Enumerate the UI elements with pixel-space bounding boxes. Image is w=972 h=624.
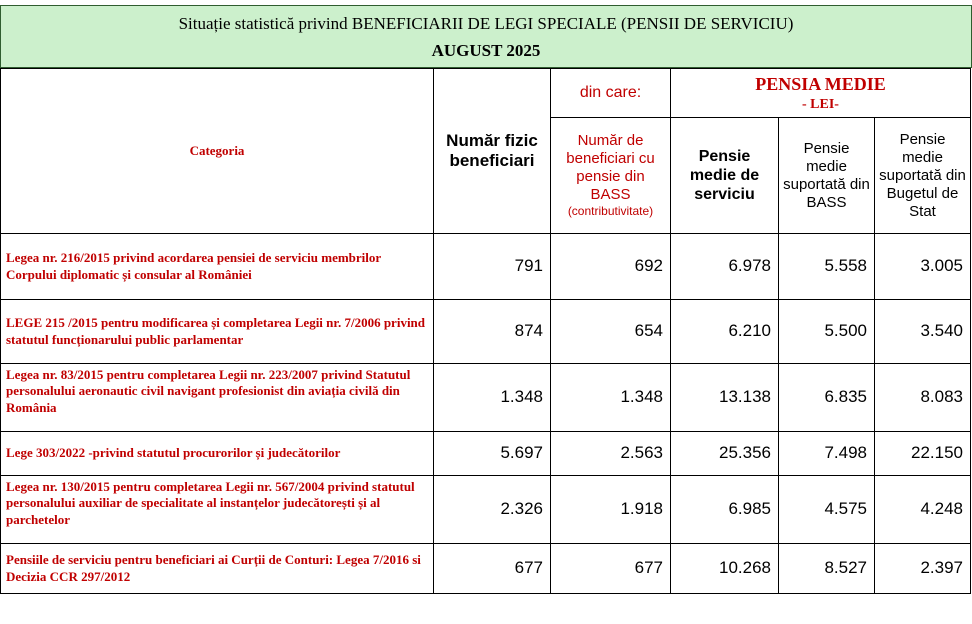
header-numar-bass-l1: Număr de	[577, 132, 644, 150]
row-pensie-bass: 5.500	[779, 300, 875, 364]
header-din-care: din care:	[551, 69, 671, 118]
row-numar-fizic: 1.348	[434, 364, 551, 432]
header-numar-bass-l5: (contributivitate)	[567, 204, 654, 219]
row-numar-fizic: 5.697	[434, 432, 551, 476]
table-row	[1, 544, 971, 594]
row-numar-fizic: 2.326	[434, 476, 551, 544]
table-header-row-top	[1, 69, 971, 118]
row-category: Lege 303/2022 -privind statutul procurorilor și judecătorilor	[1, 432, 434, 476]
table-row	[1, 300, 971, 364]
row-numar-bass: 2.563	[551, 432, 671, 476]
page-title: Situație statistică privind BENEFICIARII DE LEGI SPECIALE (PENSII DE SERVICIU)	[178, 14, 794, 33]
row-pensie-bass: 6.835	[779, 364, 875, 432]
row-category: Legea nr. 83/2015 pentru completarea Legii nr. 223/2007 privind Statutul personalului aeronautic civil navigant profesionist din aviația civilă din România	[1, 364, 434, 432]
document-title-band	[0, 6, 972, 68]
header-numar-bass-l4: BASS	[590, 186, 631, 204]
header-numar-bass-l2: beneficiari cu	[566, 150, 655, 168]
row-pensie-buget: 8.083	[875, 364, 971, 432]
row-pensie-serviciu: 6.210	[671, 300, 779, 364]
header-numar-bass	[551, 118, 671, 234]
row-pensie-bass: 8.527	[779, 544, 875, 594]
header-pensie-medie-serviciu: Pensie medie de serviciu	[671, 118, 779, 234]
row-category: LEGE 215 /2015 pentru modificarea și completarea Legii nr. 7/2006 privind statutul funcționarului public parlamentar	[1, 300, 434, 364]
row-pensie-serviciu: 25.356	[671, 432, 779, 476]
header-category: Categoria	[1, 69, 434, 234]
row-numar-bass: 654	[551, 300, 671, 364]
header-pensia-medie-label: PENSIA MEDIE	[755, 74, 886, 94]
row-numar-bass: 1.918	[551, 476, 671, 544]
table-row	[1, 364, 971, 432]
page-subtitle-period: AUGUST 2025	[431, 41, 541, 60]
row-category: Pensiile de serviciu pentru beneficiari ai Curții de Conturi: Legea 7/2016 si Decizia CCR 297/2012	[1, 544, 434, 594]
row-numar-bass: 677	[551, 544, 671, 594]
row-numar-bass: 692	[551, 234, 671, 300]
row-pensie-serviciu: 13.138	[671, 364, 779, 432]
row-pensie-buget: 22.150	[875, 432, 971, 476]
row-pensie-serviciu: 10.268	[671, 544, 779, 594]
table-row	[1, 476, 971, 544]
row-pensie-bass: 5.558	[779, 234, 875, 300]
row-pensie-serviciu: 6.985	[671, 476, 779, 544]
row-pensie-bass: 7.498	[779, 432, 875, 476]
row-numar-fizic: 677	[434, 544, 551, 594]
row-pensie-bass: 4.575	[779, 476, 875, 544]
header-pensie-medie-buget: Pensie medie suportată din Bugetul de Stat	[875, 118, 971, 234]
header-numar-bass-l3: pensie din	[576, 168, 645, 186]
row-pensie-serviciu: 6.978	[671, 234, 779, 300]
row-numar-fizic: 791	[434, 234, 551, 300]
header-pensia-medie	[671, 69, 971, 118]
table-row	[1, 432, 971, 476]
row-pensie-buget: 2.397	[875, 544, 971, 594]
header-pensia-medie-unit: - LEI-	[802, 96, 839, 112]
header-pensie-medie-bass: Pensie medie suportată din BASS	[779, 118, 875, 234]
row-category: Legea nr. 130/2015 pentru completarea Legii nr. 567/2004 privind statutul personalului auxiliar de specialitate al instanțelor judecătorești și al parchetelor	[1, 476, 434, 544]
header-numar-fizic: Număr fizic beneficiari	[434, 69, 551, 234]
table-row	[1, 234, 971, 300]
row-pensie-buget: 4.248	[875, 476, 971, 544]
row-pensie-buget: 3.540	[875, 300, 971, 364]
statistics-table	[0, 68, 971, 594]
row-pensie-buget: 3.005	[875, 234, 971, 300]
row-numar-fizic: 874	[434, 300, 551, 364]
row-category: Legea nr. 216/2015 privind acordarea pensiei de serviciu membrilor Corpului diplomatic și consular al României	[1, 234, 434, 300]
row-numar-bass: 1.348	[551, 364, 671, 432]
